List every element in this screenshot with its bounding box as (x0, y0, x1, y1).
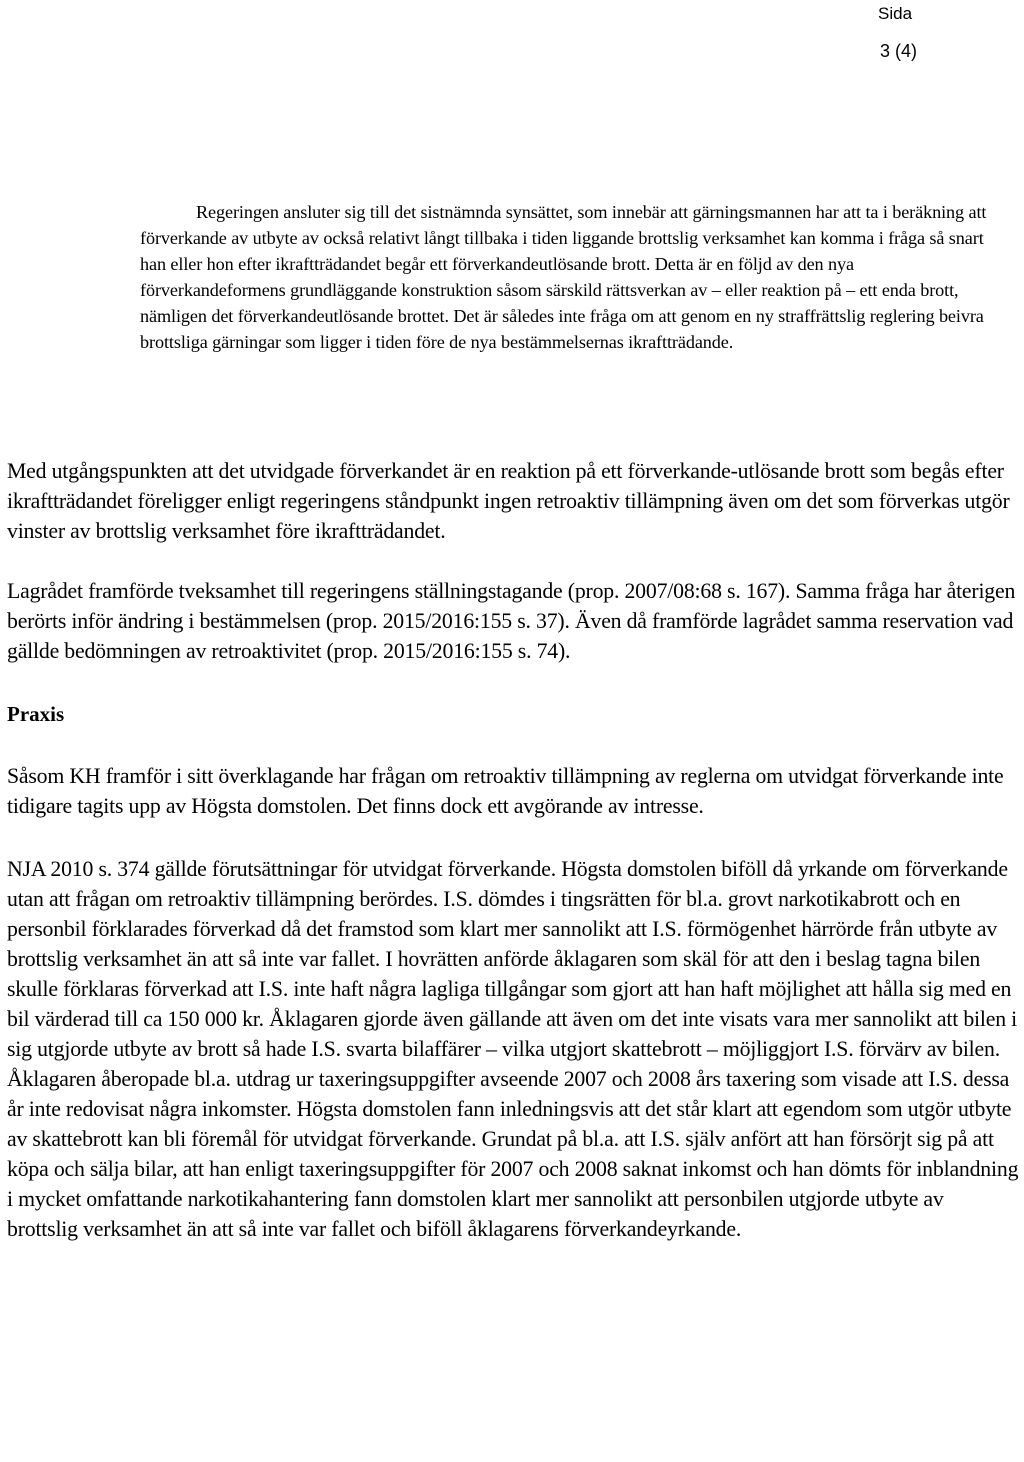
paragraph-nja-2010: NJA 2010 s. 374 gällde förutsättningar för utvidgat förverkande. Högsta domstolen biföll då yrkande om förverkande utan att frågan om retroaktiv tillämpning berördes. I.S. dömdes i tingsrätten för bl.a. grovt narkotikabrott och en personbil förklarades förverkad då det framstod som klart mer sannolikt att I.S. förmögenhet härrörde från utbyte av brottslig verksamhet än att så inte var fallet. I hovrätten anförde åklagaren som skäl för att den i beslag tagna bilen skulle förklaras förverkad att I.S. inte haft några lagliga tillgångar som gjort att han haft möjlighet att hålla sig med en bil värderad till ca 150 000 kr. Åklagaren gjorde även gällande att även om det inte visats vara mer sannolikt att bilen i sig utgjorde utbyte av brott så hade I.S. svarta bilaffärer – vilka utgjort skattebrott – möjliggjort I.S. förvärv av bilen. Åklagaren åberopade bl.a. utdrag ur taxeringsuppgifter avseende 2007 och 2008 års taxering som visade att I.S. dessa år inte redovisat några inkomster. Högsta domstolen fann inledningsvis att det står klart att egendom som utgör utbyte av skattebrott kan bli föremål för utvidgat förverkande. Grundat på bl.a. att I.S. själv anfört att han försörjt sig på att köpa och sälja bilar, att han enligt taxeringsuppgifter för 2007 och 2008 saknat inkomst och han dömts för inblandning i mycket omfattande narkotikahantering fann domstolen klart mer sannolikt att personbilen utgjorde utbyte av brottslig verksamhet än att så inte var fallet och biföll åklagarens förverkandeyrkande. (7, 857, 1019, 1241)
paragraph-lagradet: Lagrådet framförde tveksamhet till regeringens ställningstagande (prop. 2007/08:68 s. 167). Samma fråga har återigen berörts inför ändring i bestämmelsen (prop. 2015/2016:155 s. 37). Även då framförde lagrådet samma reservation vad gällde bedömningen av retroaktivitet (prop. 2015/2016:155 s. 74). (7, 579, 1016, 663)
document-body (7, 456, 1019, 1276)
page-number: 3 (4) (880, 41, 918, 61)
quoted-passage: Regeringen ansluter sig till det sistnämnda synsättet, som innebär att gärningsmannen har att ta i beräkning att förverkande av utbyte av också relativt långt tillbaka i tiden liggande brottslig verksamhet kan komma i fråga så snart han eller hon efter ikraftträdandet begår ett förverkandeutlösande brott. Detta är en följd av den nya förverkandeformens grundläggande konstruktion såsom särskild rättsverkan av – eller reaktion på – ett enda brott, nämligen det förverkandeutlösande brottet. Det är således inte fråga om att genom en ny straffrättslig reglering beivra brottsliga gärningar som ligger i tiden före de nya bestämmelsernas ikraftträdande. (140, 202, 987, 352)
page-label: Sida (878, 4, 913, 23)
section-heading-praxis: Praxis (7, 702, 65, 726)
page-header (878, 4, 998, 62)
paragraph-reaction: Med utgångspunkten att det utvidgade förverkandet är en reaktion på ett förverkande-utlösande brott som begås efter ikraftträdandet föreligger enligt regeringens ståndpunkt ingen retroaktiv tillämpning även om det som förverkas utgör vinster av brottslig verksamhet före ikraftträdandet. (7, 459, 1010, 543)
paragraph-kh-appeal: Såsom KH framför i sitt överklagande har frågan om retroaktiv tillämpning av reglerna om utvidgat förverkande inte tidigare tagits upp av Högsta domstolen. Det finns dock ett avgörande av intresse. (7, 764, 1004, 818)
